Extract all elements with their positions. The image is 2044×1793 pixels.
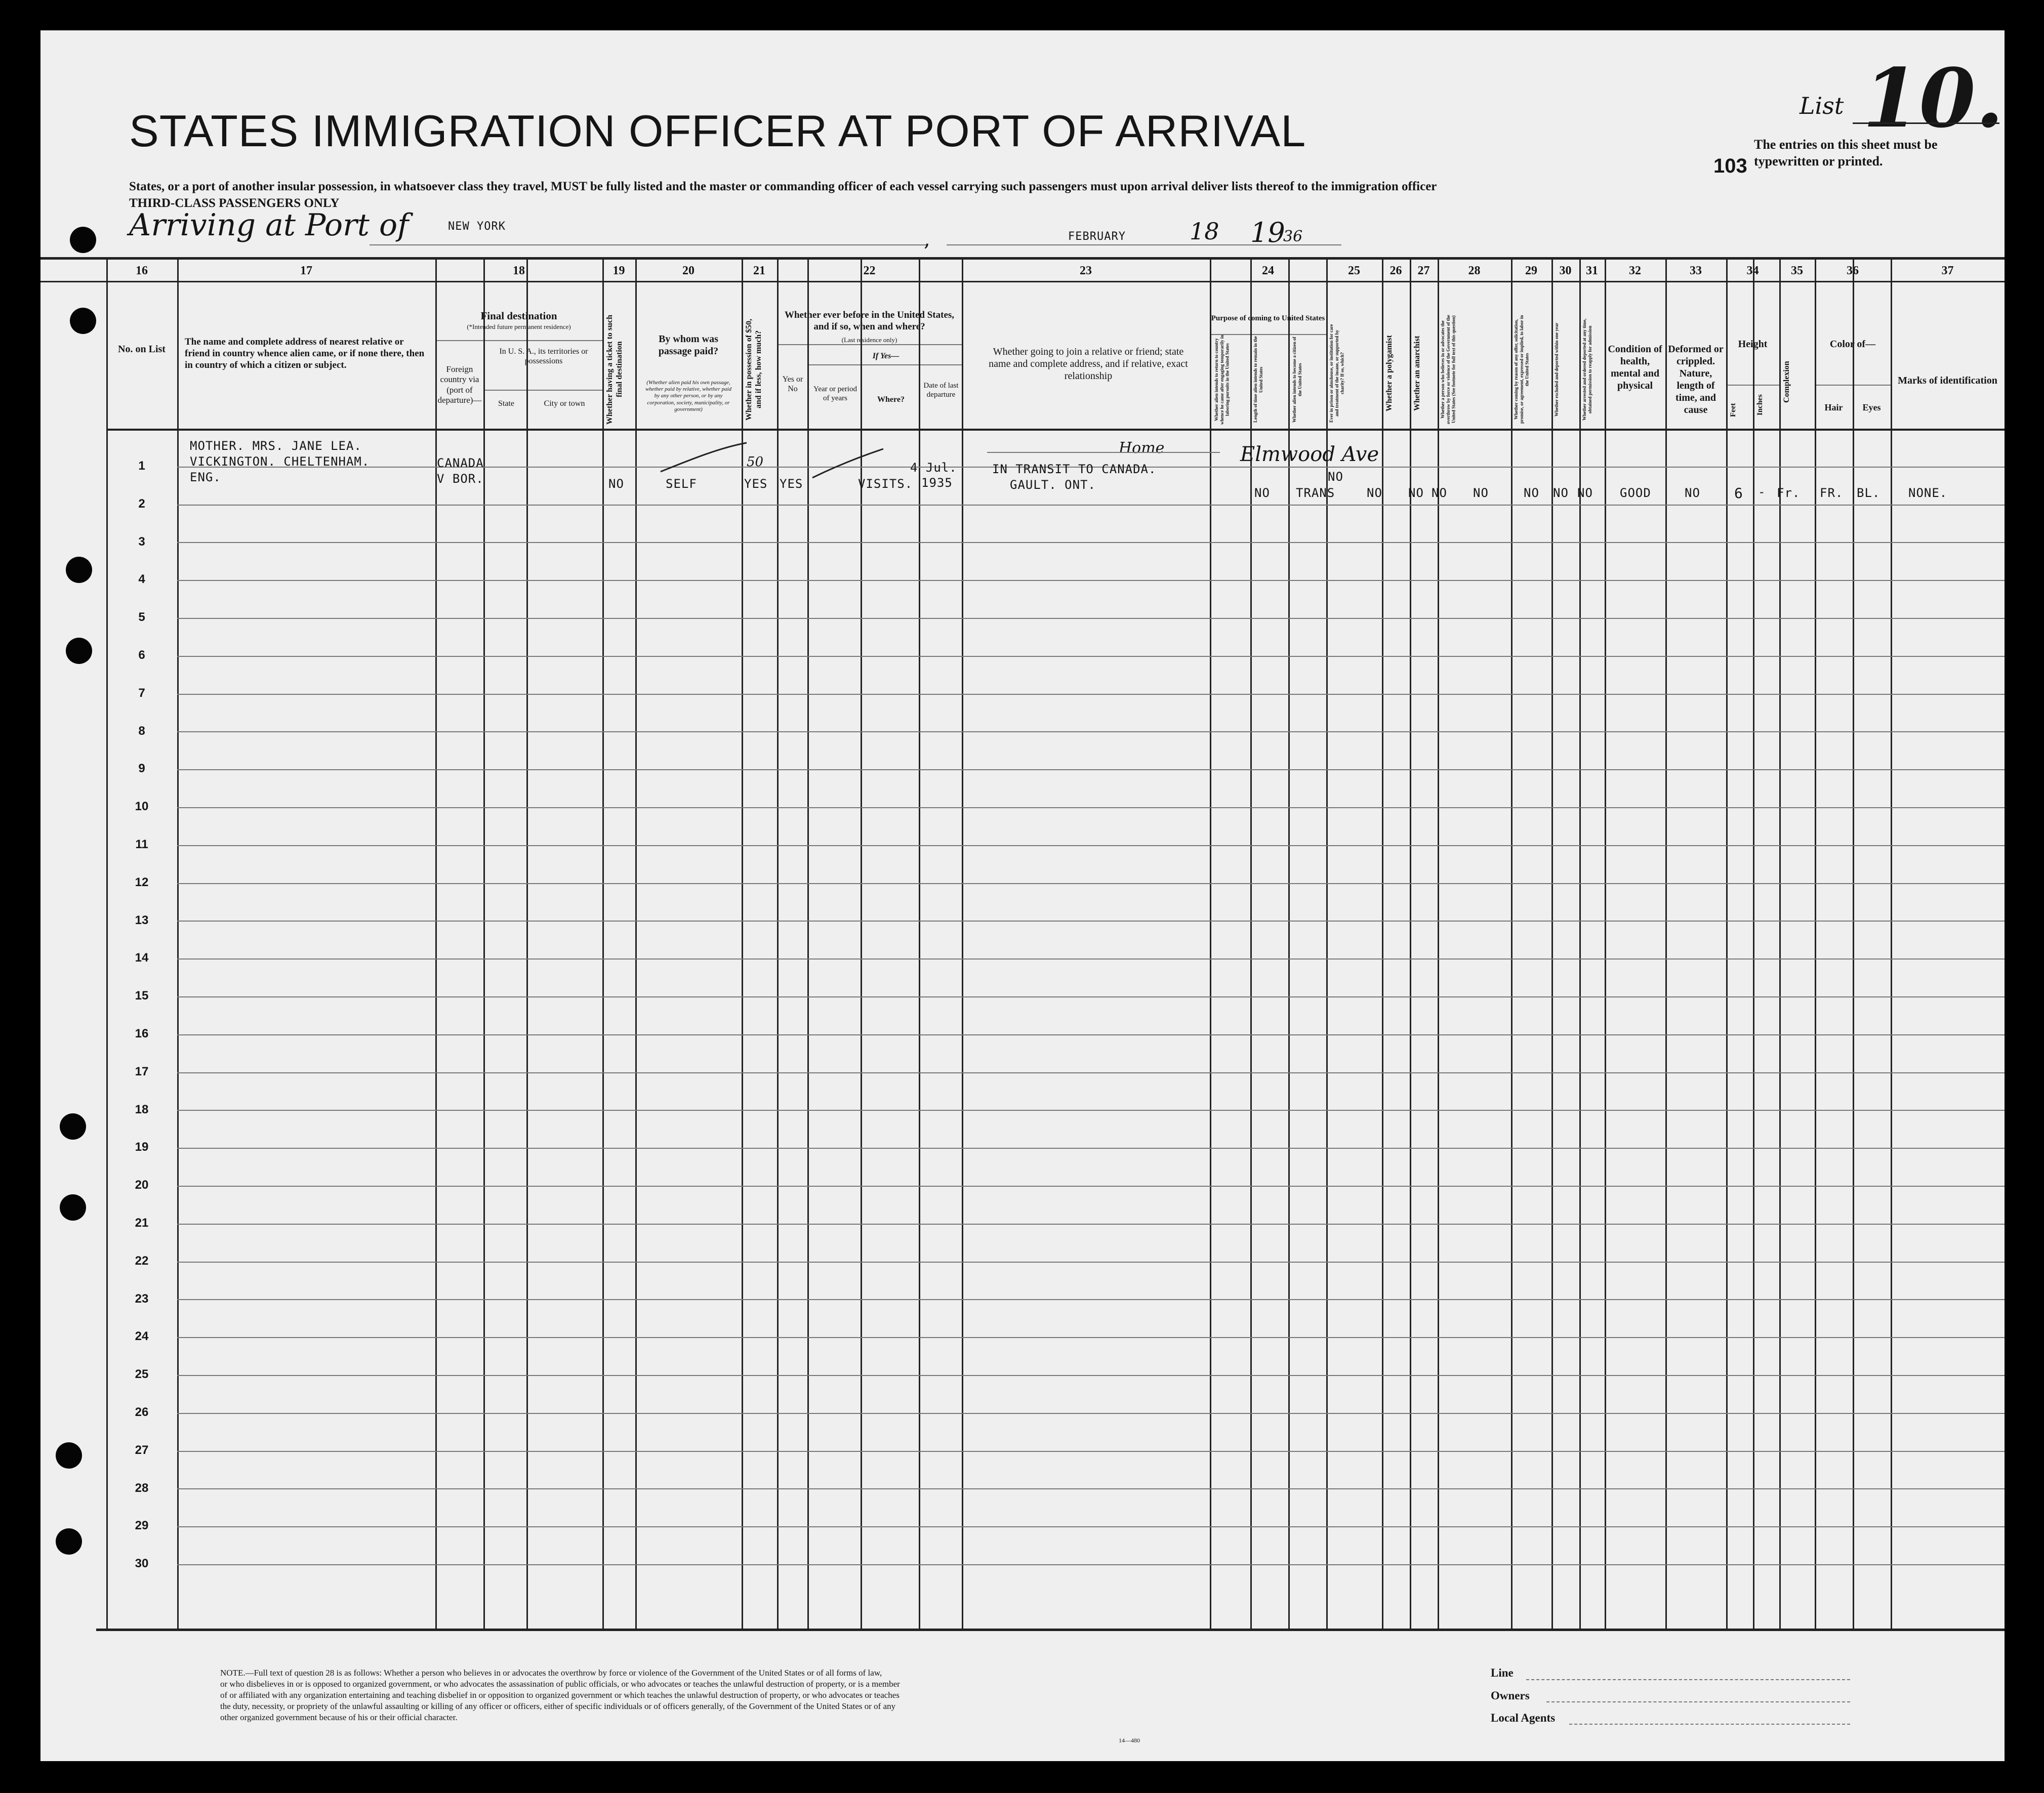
header-foreign-country: Foreign country via (port of departure)—: [437, 364, 482, 405]
punch-hole: [60, 1194, 86, 1221]
joining-line: IN TRANSIT TO CANADA.: [992, 462, 1157, 476]
passage-value: SELF: [666, 477, 697, 491]
agents-label: Local Agents: [1491, 1712, 1556, 1724]
row-rule: [177, 1337, 2005, 1338]
header-no-on-list: No. on List: [118, 344, 166, 355]
relative-line: MOTHER. MRS. JANE LEA.: [190, 439, 362, 453]
col-number: 37: [1941, 264, 1954, 277]
arriving-label: Arriving at Port of: [129, 207, 409, 243]
header-purpose-c: Whether alien intends to become a citizen of the United States: [1292, 337, 1302, 423]
column-rule: [777, 257, 779, 1629]
col-number: 35: [1791, 264, 1803, 277]
rule: [483, 390, 602, 391]
col-number: 31: [1586, 264, 1598, 277]
inches-value: -: [1758, 485, 1766, 499]
col-number: 27: [1417, 264, 1430, 277]
col-number: 34: [1746, 264, 1759, 277]
class-line: THIRD-CLASS PASSENGERS ONLY: [129, 196, 340, 210]
row-rule: [177, 883, 2005, 884]
row-rule: [177, 1564, 2005, 1565]
header-passage-paid: By whom was passage paid?: [658, 333, 719, 357]
header-deformed: Deformed or crippled. Nature, length of time, and cause: [1668, 344, 1724, 415]
header-anarchist: Whether an anarchist: [1413, 336, 1421, 411]
header-possession-50: Whether in possession of $50, and if less, how much?: [745, 318, 763, 421]
header-feet: Feet: [1729, 403, 1737, 417]
column-rule: [1853, 257, 1854, 1629]
row-rule: [177, 542, 2005, 543]
column-rule: [1726, 257, 1728, 1629]
header-excluded: Whether excluded and deported within one year: [1554, 322, 1559, 416]
row-number: 20: [135, 1178, 149, 1192]
column-rule: [1382, 257, 1383, 1629]
header-before-us: Whether ever before in the United States, and if so, when and where?: [784, 310, 955, 332]
footnote-line: other organized government because of his or their official character.: [220, 1713, 458, 1723]
table-bottom-rule: [96, 1629, 2005, 1631]
row-rule: [177, 921, 2005, 922]
row-rule: [177, 1034, 2005, 1035]
column-rule: [1511, 257, 1512, 1629]
header-joining: Whether going to join a relative or friend; state name and complete address, and if relative, exact relationship: [989, 346, 1188, 382]
promise-value: NO: [1524, 486, 1539, 500]
header-health: Condition of health, mental and physical: [1608, 344, 1662, 391]
row-number: 4: [138, 572, 145, 586]
year-prefix: 19: [1250, 217, 1285, 248]
row-rule: [177, 1224, 2005, 1225]
row-number: 26: [135, 1405, 149, 1419]
hair-value: FR.: [1820, 486, 1844, 500]
col-number: 17: [300, 264, 312, 277]
column-rule: [526, 257, 528, 1629]
foreign-country-line: CANADA: [437, 456, 484, 470]
header-passage-note: (Whether alien paid his own passage, whether paid by relative, whether paid by any other person, or by any corporation, society, municipality, or government): [645, 380, 732, 412]
rule: [777, 344, 962, 345]
row-number: 18: [135, 1103, 149, 1116]
footnote-line: the duty, necessity, or propriety of the unlawful assaulting or killing of any officer or officers, either of specific individuals or of officers generally, of the Government of the United States or of any: [220, 1701, 896, 1712]
header-city: City or town: [544, 399, 585, 408]
header-year-period: Year or period of years: [813, 385, 857, 402]
money-handwritten: 50: [747, 454, 764, 470]
marks-value: NONE.: [1908, 486, 1948, 500]
column-rule: [602, 257, 604, 1629]
purpose-a-value: NO: [1254, 486, 1270, 500]
excluded-value: NO: [1553, 486, 1569, 500]
prison-value: NO: [1367, 486, 1382, 500]
purpose-b-value: TRANS: [1296, 486, 1335, 500]
joining-lines: [992, 462, 1156, 493]
relative-address: [190, 438, 370, 485]
punch-hole: [60, 1113, 86, 1140]
polygamist-value: NO: [1408, 486, 1424, 500]
punch-hole: [56, 1442, 82, 1469]
foreign-country-value: [437, 455, 484, 487]
manifest-sheet: [40, 30, 2005, 1761]
header-final-destination: Final destination: [480, 310, 557, 322]
row-rule: [177, 845, 2005, 846]
row-number: 8: [138, 724, 145, 738]
column-rule: [1551, 257, 1553, 1629]
punch-hole: [66, 638, 92, 664]
arrested-value: NO: [1577, 486, 1593, 500]
list-label: List: [1800, 92, 1844, 119]
column-rule: [1438, 257, 1439, 1629]
col-number: 29: [1525, 264, 1537, 277]
line-signature-rule: [1526, 1679, 1850, 1680]
row-rule: [177, 618, 2005, 619]
row-number: 3: [138, 535, 145, 549]
row-rule: [177, 1488, 2005, 1489]
departure-year: 1935: [921, 476, 953, 490]
row-number: 25: [135, 1367, 149, 1381]
form-number: 14—480: [1119, 1737, 1140, 1744]
purpose-c-value: NO: [1328, 470, 1343, 484]
row-rule: [177, 656, 2005, 657]
joining-handwritten: Home: [1119, 439, 1165, 457]
health-value: GOOD: [1620, 486, 1651, 500]
footnote-line: of or affiliated with any organization entertaining and teaching disbelief in or opposition to organized government or which teaches the unlawful destruction of property, or who advocates or teaches: [220, 1690, 900, 1700]
col-number: 20: [682, 264, 694, 277]
row-number: 24: [135, 1329, 149, 1343]
column-rule: [962, 257, 963, 1629]
port-value: NEW YORK: [448, 220, 506, 233]
col-number: 21: [753, 264, 765, 277]
feet-value: 6: [1734, 485, 1743, 502]
header-color-of: Color of—: [1829, 339, 1876, 350]
owners-label: Owners: [1491, 1689, 1530, 1702]
row-rule: [177, 505, 2005, 506]
col-number: 22: [863, 264, 876, 277]
column-rule: [1665, 257, 1667, 1629]
rule: [1210, 334, 1326, 335]
col-number: 25: [1348, 264, 1360, 277]
col-number: 26: [1389, 264, 1402, 277]
header-polygamist: Whether a polygamist: [1385, 335, 1394, 411]
row-rule: [177, 1186, 2005, 1187]
page-title: STATES IMMIGRATION OFFICER AT PORT OF ARRIVAL: [129, 106, 1306, 156]
row-number: 6: [138, 648, 145, 662]
row-rule: [177, 1526, 2005, 1527]
footnote-line: NOTE.—Full text of question 28 is as follows: Whether a person who believes in or advocates the overthrow by force or violence of the Government of the United States or of all forms of law,: [220, 1668, 882, 1678]
header-ticket: Whether having a ticket to such final destination: [605, 314, 624, 425]
header-purpose: Purpose of coming to United States: [1211, 314, 1325, 322]
header-complexion: Complexion: [1782, 361, 1791, 403]
row-rule: [177, 769, 2005, 770]
column-rule: [1815, 257, 1816, 1629]
stamp-number: 103: [1713, 155, 1747, 177]
header-date-departure: Date of last departure: [923, 382, 959, 399]
column-rule: [1605, 257, 1606, 1629]
foreign-country-line: V BOR.: [437, 472, 484, 486]
col-number: 28: [1468, 264, 1481, 277]
joining-strike: [987, 452, 1220, 453]
row-number: 11: [135, 838, 148, 851]
column-rule: [1779, 257, 1781, 1629]
row-number: 19: [135, 1140, 149, 1154]
footnote-line: or who disbelieves in or is opposed to organized government, or who advocates the assassination of public officials, or who advocates or teaches the unlawful destruction of property, or is a member: [220, 1679, 900, 1689]
punch-hole: [56, 1528, 82, 1555]
row-rule: [177, 1262, 2005, 1263]
port-underline: [370, 244, 926, 245]
col-number: 30: [1559, 264, 1572, 277]
header-if-yes: If Yes—: [872, 352, 900, 360]
header-where: Where?: [877, 395, 905, 404]
header-bottom-rule: [106, 429, 2005, 431]
anarchist-value: NO: [1432, 486, 1447, 500]
header-in-usa: In U. S. A., its territories or possessions: [499, 347, 588, 366]
table-top-rule: [40, 257, 2005, 260]
punch-hole: [66, 557, 92, 583]
row-number: 1: [138, 459, 145, 473]
row-number: 23: [135, 1292, 149, 1306]
row-number: 13: [135, 913, 149, 927]
row-number: 12: [135, 875, 149, 889]
month-value: FEBRUARY: [1068, 230, 1126, 243]
owners-signature-rule: [1546, 1701, 1850, 1702]
header-purpose-b: Length of time alien intends to remain in the United States: [1253, 336, 1263, 423]
column-rule: [1753, 257, 1754, 1629]
header-relative: The name and complete address of nearest relative or friend in country whence alien came, or if none there, then in country of which a citizen or subject.: [185, 337, 425, 370]
relative-line: ENG.: [190, 470, 221, 484]
row-number: 28: [135, 1481, 149, 1495]
ticket-value: NO: [608, 477, 624, 491]
line-label: Line: [1491, 1666, 1514, 1679]
row-number: 15: [135, 989, 149, 1003]
row-number: 7: [138, 686, 145, 700]
row-rule: [177, 1375, 2005, 1376]
col-number: 16: [136, 264, 148, 277]
header-yes-no: Yes or No: [782, 375, 803, 394]
rule: [807, 364, 962, 365]
header-overthrow: Whether a person who believes in or advocates the overthrow by force or violence of the Government of the United States (See footnote for full text of this question): [1440, 315, 1456, 424]
header-inches: Inches: [1756, 394, 1764, 415]
header-hair: Hair: [1824, 402, 1843, 412]
row-rule: [177, 807, 2005, 808]
header-eyes: Eyes: [1862, 402, 1881, 412]
punch-hole: [70, 227, 96, 253]
col-number: 36: [1847, 264, 1859, 277]
row-rule: [177, 1148, 2005, 1149]
header-purpose-a: Whether alien intends to return to country whence he came after engaging temporarily in laboring pursuits in the United States: [1214, 335, 1230, 425]
row-number: 27: [135, 1443, 149, 1457]
address-handwritten: Elmwood Ave: [1240, 443, 1379, 466]
column-rule: [1579, 257, 1581, 1629]
row-rule: [177, 1299, 2005, 1300]
relative-line: VICKINGTON. CHELTENHAM.: [190, 454, 370, 469]
header-state: State: [498, 399, 514, 408]
row-number: 5: [138, 610, 145, 624]
passage-check-mark: [658, 440, 749, 476]
eyes-value: BL.: [1857, 486, 1881, 500]
column-rule: [807, 257, 809, 1629]
notice-line: States, or a port of another insular possession, in whatsoever class they travel, MUST be fully listed and the master or commanding officer of each vessel carrying such passengers must upon arrival deliver lists thereof to the immigration officer: [129, 180, 1437, 193]
col-number: 24: [1262, 264, 1274, 277]
col-number: 19: [612, 264, 625, 277]
comma-1: ,: [924, 228, 930, 251]
where-value: VISITS.: [858, 477, 913, 491]
row-rule: [177, 1413, 2005, 1414]
header-marks: Marks of identification: [1898, 375, 1997, 386]
deformed-value: NO: [1685, 486, 1700, 500]
header-final-destination-note: (*Intended future permanent residence): [467, 323, 571, 330]
header-height: Height: [1738, 339, 1768, 350]
typewritten-notice: The entries on this sheet must be typewritten or printed.: [1754, 137, 1938, 169]
col-number: 23: [1080, 264, 1092, 277]
colnum-rule: [40, 281, 2005, 282]
row-rule: [177, 1110, 2005, 1111]
punch-hole: [70, 308, 96, 334]
col-number: 18: [513, 264, 525, 277]
header-prison: Ever in prison or almshouse, or institution for care and treatment of the insane, or supported by charity? If so, which?: [1329, 324, 1345, 423]
row-rule: [177, 1072, 2005, 1073]
header-arrested: Whether arrested and ordered deported at any time, obtained permission to reapply for admission: [1582, 318, 1592, 421]
column-rule: [1891, 257, 1892, 1629]
row-rule: [177, 580, 2005, 581]
before-us-value: YES: [780, 477, 803, 491]
row-rule: [177, 958, 2005, 960]
row-rule: [177, 996, 2005, 997]
list-underline: [1853, 122, 1999, 124]
row-rule: [177, 1451, 2005, 1452]
row-rule: [177, 694, 2005, 695]
column-rule: [1210, 257, 1211, 1629]
rule: [435, 340, 602, 341]
col-number: 33: [1690, 264, 1702, 277]
row-number: 16: [135, 1027, 149, 1040]
overthrow-value: NO: [1473, 486, 1489, 500]
row-number: 21: [135, 1216, 149, 1230]
list-number: 10.: [1863, 51, 2004, 146]
money-value: YES: [744, 477, 768, 491]
complexion-value: Fr.: [1777, 486, 1801, 500]
row-number: 29: [135, 1519, 149, 1532]
row-rule: [177, 731, 2005, 732]
agents-signature-rule: [1569, 1724, 1850, 1725]
year-suffix: 36: [1283, 228, 1303, 245]
row-number: 10: [135, 800, 149, 813]
column-rule: [177, 257, 179, 1629]
col-number: 32: [1629, 264, 1641, 277]
joining-line: GAULT. ONT.: [1010, 478, 1096, 492]
header-promise: Whether coming by reason of any offer, solicitation, promise, or agreement, expressed or implied, to labor in the United States: [1514, 315, 1530, 424]
column-rule: [1410, 257, 1411, 1629]
row-number: 30: [135, 1557, 149, 1570]
footnote: [220, 1667, 1233, 1723]
header-last-residence: (Last residence only): [841, 336, 897, 344]
row-number: 9: [138, 762, 145, 775]
row-number: 14: [135, 951, 149, 965]
row-number: 22: [135, 1254, 149, 1268]
row-number: 2: [138, 497, 145, 511]
day-value: 18: [1190, 218, 1219, 245]
row-number: 17: [135, 1065, 149, 1078]
column-rule: [635, 257, 637, 1629]
departure-day: 4 Jul.: [910, 461, 957, 475]
